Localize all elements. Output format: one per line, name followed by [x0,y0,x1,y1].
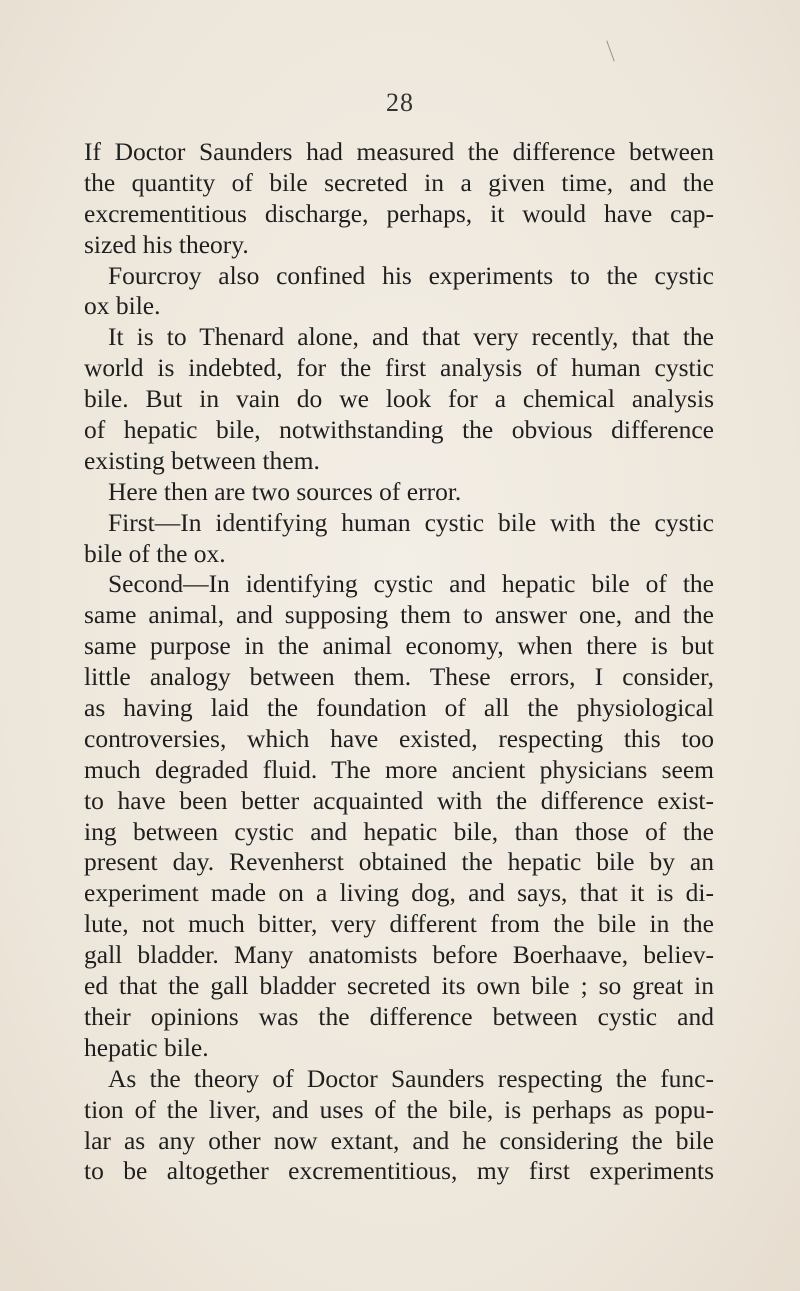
text-line: hepatic bile. [84,1032,209,1062]
text-line: to have been better acquainted with the difference exist- [84,785,714,815]
text-line: Here then are two sources of error. [108,476,462,506]
text-line: Fourcroy also confined his experiments to the cystic [108,260,714,290]
text-line: present day. Revenherst obtained the hepatic bile by an [84,847,714,877]
text-line: As the theory of Doctor Saunders respecting the func- [108,1063,714,1093]
text-line: much degraded fluid. The more ancient physicians seem [84,754,714,784]
body-text [84,137,714,1187]
text-line: lute, not much bitter, very different from the bile in the [84,909,714,939]
page-mark [606,40,614,61]
text-line: ed that the gall bladder secreted its own bile ; so great in [84,971,714,1001]
text-line: bile of the ox. [84,538,226,568]
text-line: experiment made on a living dog, and says, that it is di- [84,878,714,908]
text-line: bile. But in vain do we look for a chemical analysis [84,384,714,414]
text-line: to be altogether excrementitious, my first experiments [84,1156,714,1186]
text-line: same animal, and supposing them to answer one, and the [84,600,714,630]
text-line: It is to Thenard alone, and that very recently, that the [108,322,714,352]
text-line: excrementitious discharge, perhaps, it would have cap- [84,198,714,228]
text-line: their opinions was the difference between cystic and [84,1001,714,1031]
text-line: the quantity of bile secreted in a given time, and the [84,167,714,197]
text-line: lar as any other now extant, and he considering the bile [84,1125,714,1155]
text-line: as having laid the foundation of all the physiological [84,693,714,723]
text-line: If Doctor Saunders had measured the difference between [84,137,714,166]
text-line: gall bladder. Many anatomists before Boerhaave, believ- [84,940,714,970]
page-number: 28 [386,88,414,117]
text-line: sized his theory. [84,229,249,259]
text-line: same purpose in the animal economy, when there is but [84,631,714,661]
text-line: ing between cystic and hepatic bile, than those of the [84,816,714,846]
text-line: Second—In identifying cystic and hepatic bile of the [108,569,714,599]
text-line: little analogy between them. These errors, I consider, [84,662,714,692]
text-line: ox bile. [84,291,161,321]
text-line: controversies, which have existed, respecting this too [84,723,714,753]
text-line: of hepatic bile, notwithstanding the obvious difference [84,415,714,445]
text-line: First—In identifying human cystic bile with the cystic [108,507,714,537]
text-line: world is indebted, for the first analysis of human cystic [84,353,714,383]
text-line: tion of the liver, and uses of the bile, is perhaps as popu- [84,1094,714,1124]
text-line: existing between them. [84,445,320,475]
